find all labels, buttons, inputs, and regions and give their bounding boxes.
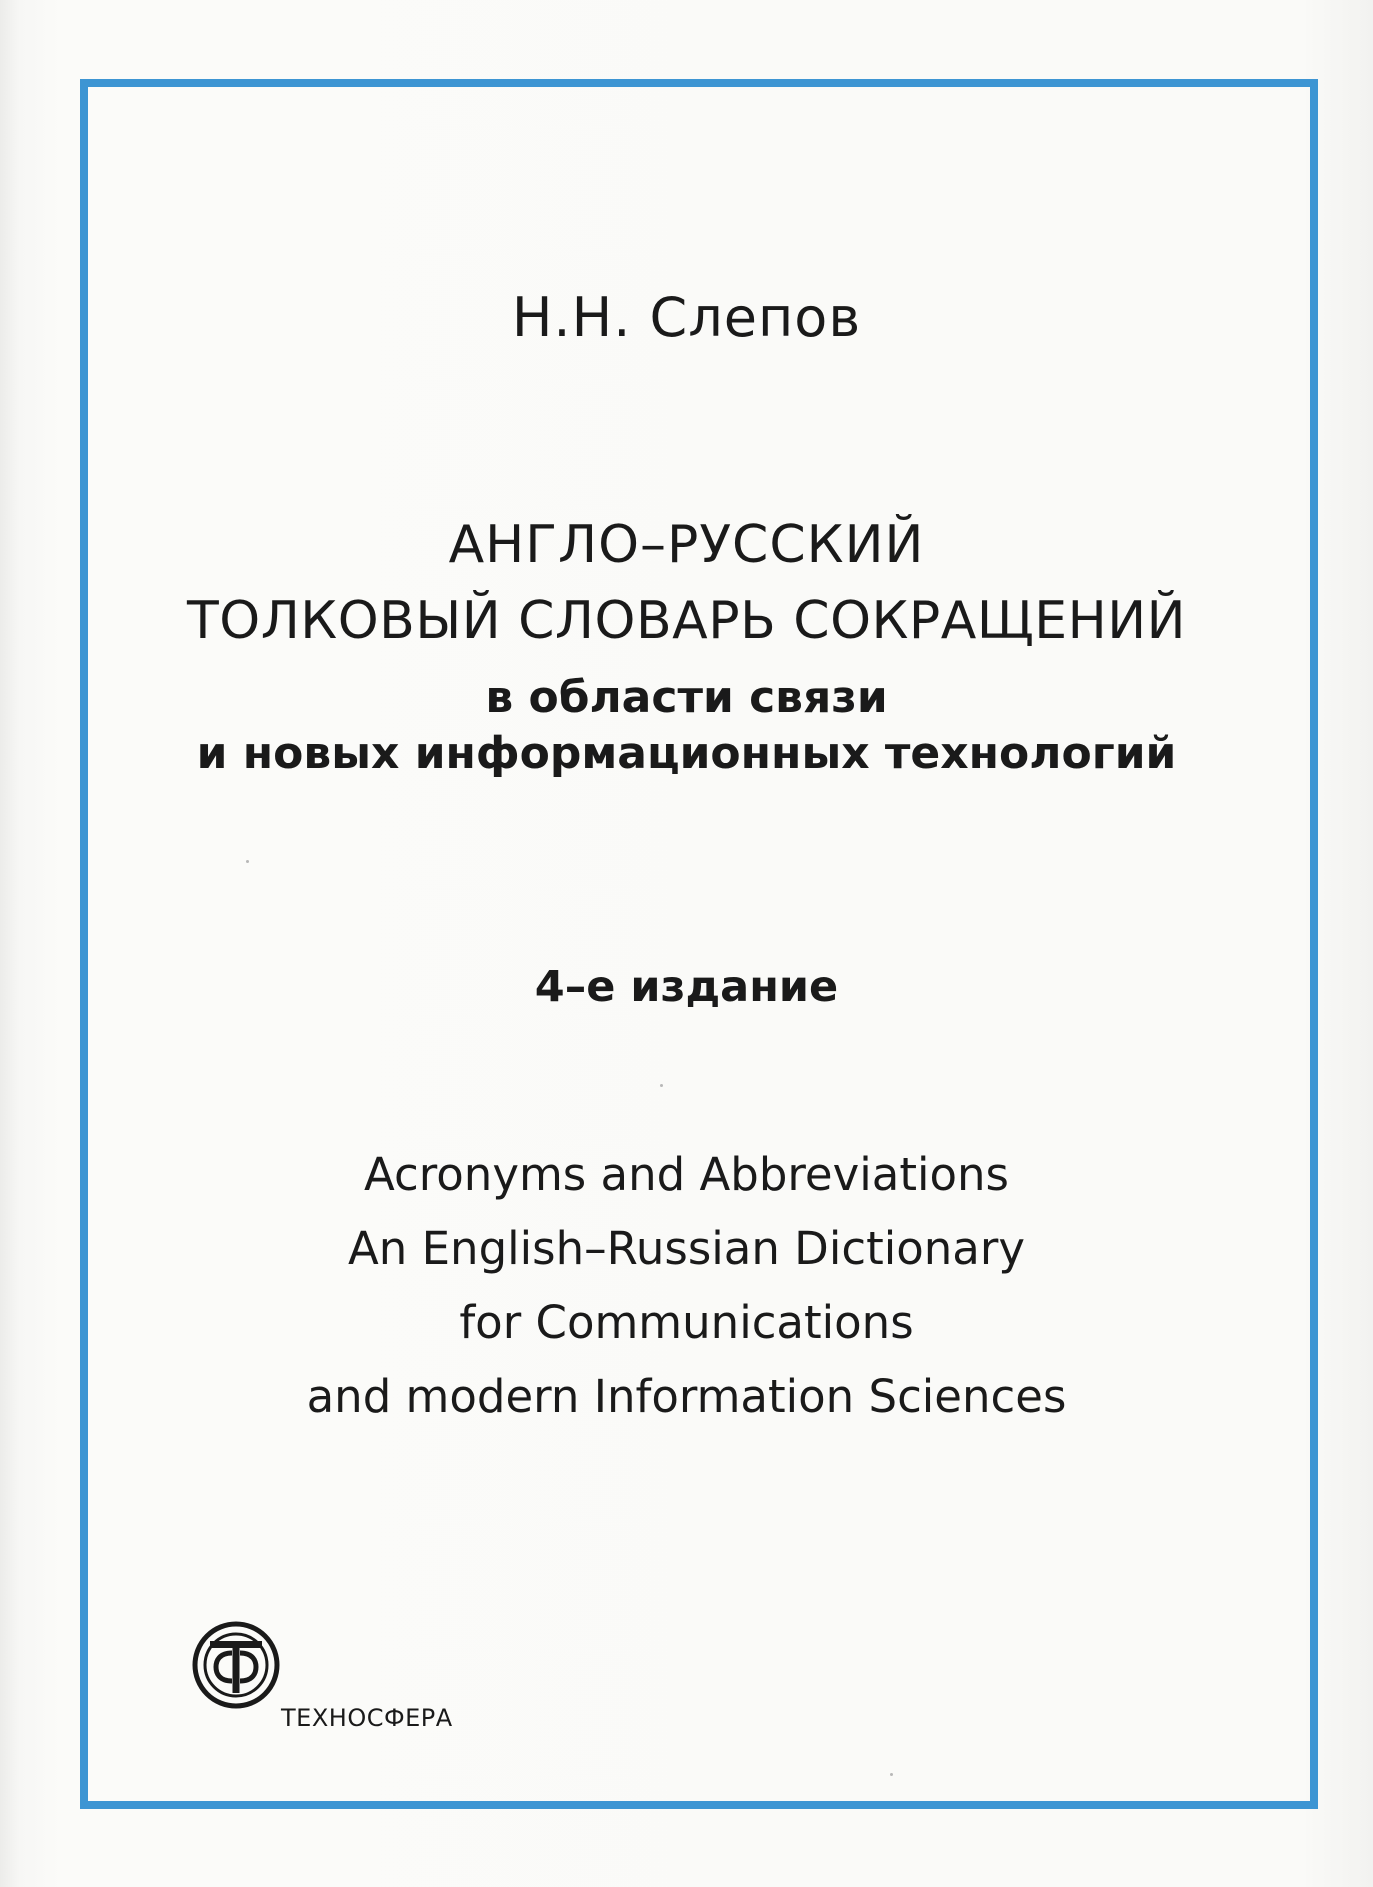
title-line-1: АНГЛО–РУССКИЙ	[448, 515, 925, 575]
subtitle-line-1: в области связи	[485, 672, 888, 723]
edition-label: 4–е издание	[534, 962, 839, 1012]
publisher-name: ТЕХНОСФЕРА	[281, 1704, 453, 1732]
english-title-line-4: and modern Information Sciences	[306, 1370, 1067, 1423]
subtitle-line-2: и новых информационных технологий	[196, 728, 1177, 779]
print-speck	[246, 860, 249, 863]
print-speck	[660, 1084, 663, 1087]
print-speck	[890, 1773, 893, 1776]
title-line-2: ТОЛКОВЫЙ СЛОВАРЬ СОКРАЩЕНИЙ	[187, 591, 1186, 651]
technosphere-logo-icon	[192, 1621, 280, 1709]
english-title-line-2: An English–Russian Dictionary	[348, 1222, 1025, 1275]
author-name: Н.Н. Слепов	[511, 286, 862, 349]
english-title-line-1: Acronyms and Abbreviations	[364, 1148, 1009, 1201]
english-title-line-3: for Communications	[459, 1296, 914, 1349]
